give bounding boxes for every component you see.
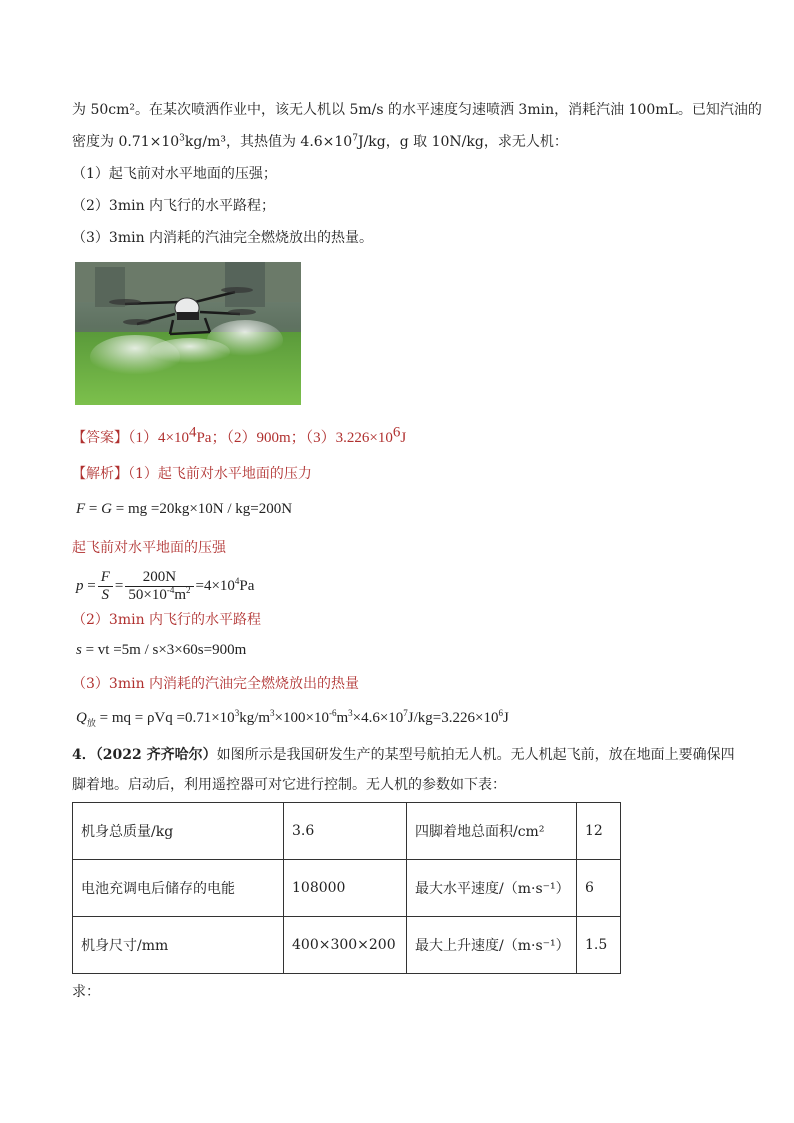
table-cell: 6	[577, 860, 621, 917]
equation-heat: $Q_放$ = mq = $\rho Vq =0.71\times 10^3kg/m^3\times 100\times 10^{-6}m^3\times 4.6\times 10^7J/kg=3.226\times 10^6J$	[76, 708, 509, 728]
problem4-line-1: 4．（2022 齐齐哈尔）如图所示是我国研发生产的某型号航拍无人机。无人机起飞前，放在地面上要确保四	[72, 747, 735, 763]
problem4-line-2: 脚着地。启动后，利用遥控器可对它进行控制。无人机的参数如下表：	[72, 777, 506, 793]
intro-line-2: 密度为 $0.71\times 10^3kg/m^3$，其热值为 $4.6\times 10^7J/kg$，g 取 10N/kg，求无人机：	[72, 133, 568, 150]
question-2: （2）3min 内飞行的水平路程；	[72, 198, 276, 214]
table-cell: 3.6	[284, 803, 407, 860]
table-cell: 108000	[284, 860, 407, 917]
ask-label: 求：	[72, 984, 100, 1000]
table-cell: 最大上升速度/（m·s⁻¹）	[407, 917, 577, 974]
pressure-title: 起飞前对水平地面的压强	[72, 540, 226, 556]
intro-line-1: 为 50cm²。在某次喷洒作业中，该无人机以 5m/s 的水平速度匀速喷洒 3min，消耗汽油 100mL。已知汽油的	[72, 102, 762, 118]
table-cell: 12	[577, 803, 621, 860]
question-1: （1）起飞前对水平地面的压强；	[72, 166, 277, 182]
table-cell: 机身总质量/kg	[73, 803, 284, 860]
heat-title: （3）3min 内消耗的汽油完全燃烧放出的热量	[72, 676, 360, 692]
equation-distance: s = vt =5m / s×3×60s=900m	[76, 642, 247, 658]
table-cell: 1.5	[577, 917, 621, 974]
table-cell: 最大水平速度/（m·s⁻¹）	[407, 860, 577, 917]
table-row	[73, 860, 621, 917]
table-cell: 机身尺寸/mm	[73, 917, 284, 974]
drone-parameter-table	[72, 802, 621, 974]
equation-pressure: p = $\frac{F}{S}$ = $\frac{200N}{50\times 10^{-4}m^2}$ $=4\times 10^4Pa$	[76, 569, 255, 604]
answer-label: 【答案】	[72, 430, 128, 446]
table-cell: 四脚着地总面积/cm²	[407, 803, 577, 860]
table-cell: 电池充调电后储存的电能	[73, 860, 284, 917]
table-cell: 400×300×200	[284, 917, 407, 974]
drone-photo	[75, 262, 301, 405]
table-row	[73, 917, 621, 974]
analysis-label: 【解析】	[72, 466, 128, 482]
question-3: （3）3min 内消耗的汽油完全燃烧放出的热量。	[72, 230, 374, 246]
answer-line: 【答案】$(1)4\times 10^4Pa$；（2）900m；$(3)3.226\times 10^6J$	[72, 424, 407, 446]
table-row	[73, 803, 621, 860]
analysis-line: 【解析】（1）起飞前对水平地面的压力	[72, 466, 312, 482]
distance-title: （2）3min 内飞行的水平路程	[72, 612, 262, 628]
equation-force: F = G = mg =20kg×10N / kg=200N	[76, 501, 293, 517]
